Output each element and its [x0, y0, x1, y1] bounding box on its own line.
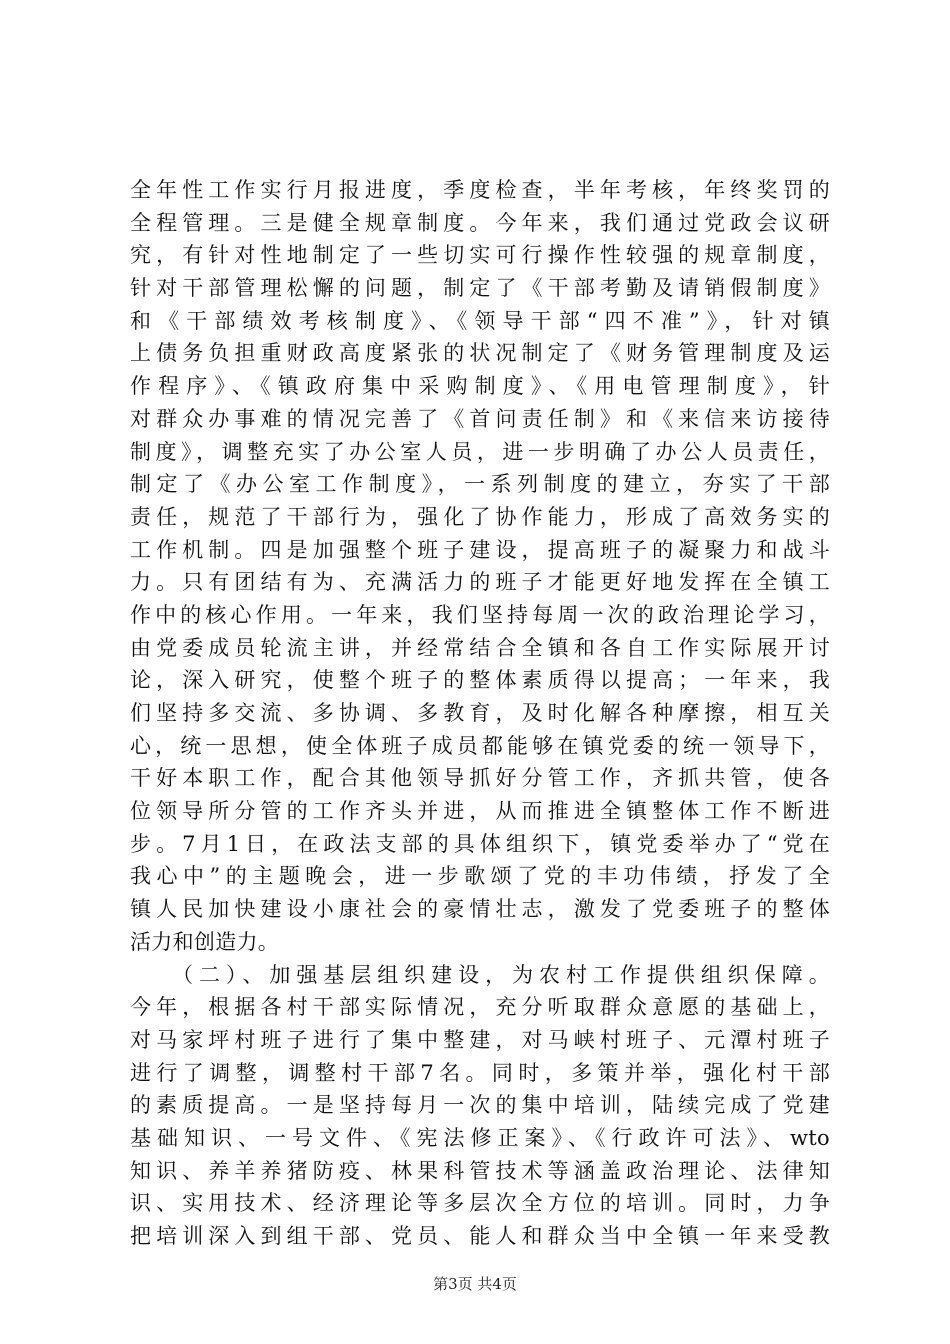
text-line: 进行了调整，调整村干部7名。同时，多策并举，强化村干部 — [130, 1060, 830, 1085]
text-line: 步。7月1日，在政法支部的具体组织下，镇党委举办了“党在 — [130, 831, 830, 856]
text-line: 干好本职工作，配合其他领导抓好分管工作，齐抓共管，使各 — [130, 766, 830, 791]
text-line: 针对干部管理松懈的问题，制定了《干部考勤及请销假制度》 — [130, 276, 830, 301]
text-line: 对马家坪村班子进行了集中整建，对马峡村班子、元潭村班子 — [130, 1027, 830, 1052]
text-line: 识、实用技术、经济理论等多层次全方位的培训。同时，力争 — [130, 1191, 830, 1216]
page-footer — [0, 1273, 950, 1294]
text-line: 制定了《办公室工作制度》，一系列制度的建立，夯实了干部 — [130, 472, 830, 497]
text-line: 镇人民加快建设小康社会的豪情壮志，激发了党委班子的整体 — [130, 897, 830, 922]
text-line: 全年性工作实行月报进度，季度检查，半年考核，年终奖罚的 — [130, 178, 830, 202]
text-line: 作中的核心作用。一年来，我们坚持每周一次的政治理论学习， — [130, 602, 830, 627]
text-line: 们坚持多交流、多协调、多教育，及时化解各种摩擦，相互关 — [130, 701, 830, 725]
text-line: 的素质提高。一是坚持每月一次的集中培训，陆续完成了党建 — [130, 1093, 830, 1118]
text-line: 工作机制。四是加强整个班子建设，提高班子的凝聚力和战斗 — [130, 537, 830, 562]
text-line: 把培训深入到组干部、党员、能人和群众当中全镇一年来受教 — [130, 1224, 830, 1248]
text-line: 全程管理。三是健全规章制度。今年来，我们通过党政会议研 — [130, 210, 830, 235]
text-line: 活力和创造力。 — [130, 929, 280, 954]
text-line: 究，有针对性地制定了一些切实可行操作性较强的规章制度， — [130, 243, 830, 268]
text-line: 今年，根据各村干部实际情况，充分听取群众意愿的基础上， — [130, 995, 830, 1020]
text-line: 力。只有团结有为、充满活力的班子才能更好地发挥在全镇工 — [130, 570, 830, 595]
text-line: 作程序》、《镇政府集中采购制度》、《用电管理制度》，针 — [130, 374, 830, 399]
text-line: 心，统一思想，使全体班子成员都能够在镇党委的统一领导下， — [130, 733, 830, 758]
text-line: 论，深入研究，使整个班子的整体素质得以提高；一年来，我 — [130, 668, 830, 693]
text-line: 上债务负担重财政高度紧张的状况制定了《财务管理制度及运 — [130, 341, 830, 366]
text-line: 责任，规范了干部行为，强化了协作能力，形成了高效务实的 — [130, 504, 830, 529]
text-line: 制度》，调整充实了办公室人员，进一步明确了办公人员责任， — [130, 439, 830, 464]
section-heading-line: （二）、加强基层组织建设，为农村工作提供组织保障。 — [172, 962, 830, 987]
text-line: 由党委成员轮流主讲，并经常结合全镇和各自工作实际展开讨 — [130, 635, 830, 660]
text-line: 基础知识、一号文件、《宪法修正案》、《行政许可法》、wto — [130, 1125, 830, 1150]
text-line: 和《干部绩效考核制度》、《领导干部“四不准”》，针对镇 — [130, 308, 830, 333]
text-line: 我心中”的主题晚会，进一步歌颂了党的丰功伟绩，抒发了全 — [130, 864, 830, 889]
text-line: 位领导所分管的工作齐头并进，从而推进全镇整体工作不断进 — [130, 799, 830, 824]
body-text — [130, 174, 830, 1253]
page-number-label: 第3页 共4页 — [433, 1275, 517, 1293]
text-line: 对群众办事难的情况完善了《首问责任制》和《来信来访接待 — [130, 406, 830, 431]
text-line: 知识、养羊养猪防疫、林果科管技术等涵盖政治理论、法律知 — [130, 1158, 830, 1183]
